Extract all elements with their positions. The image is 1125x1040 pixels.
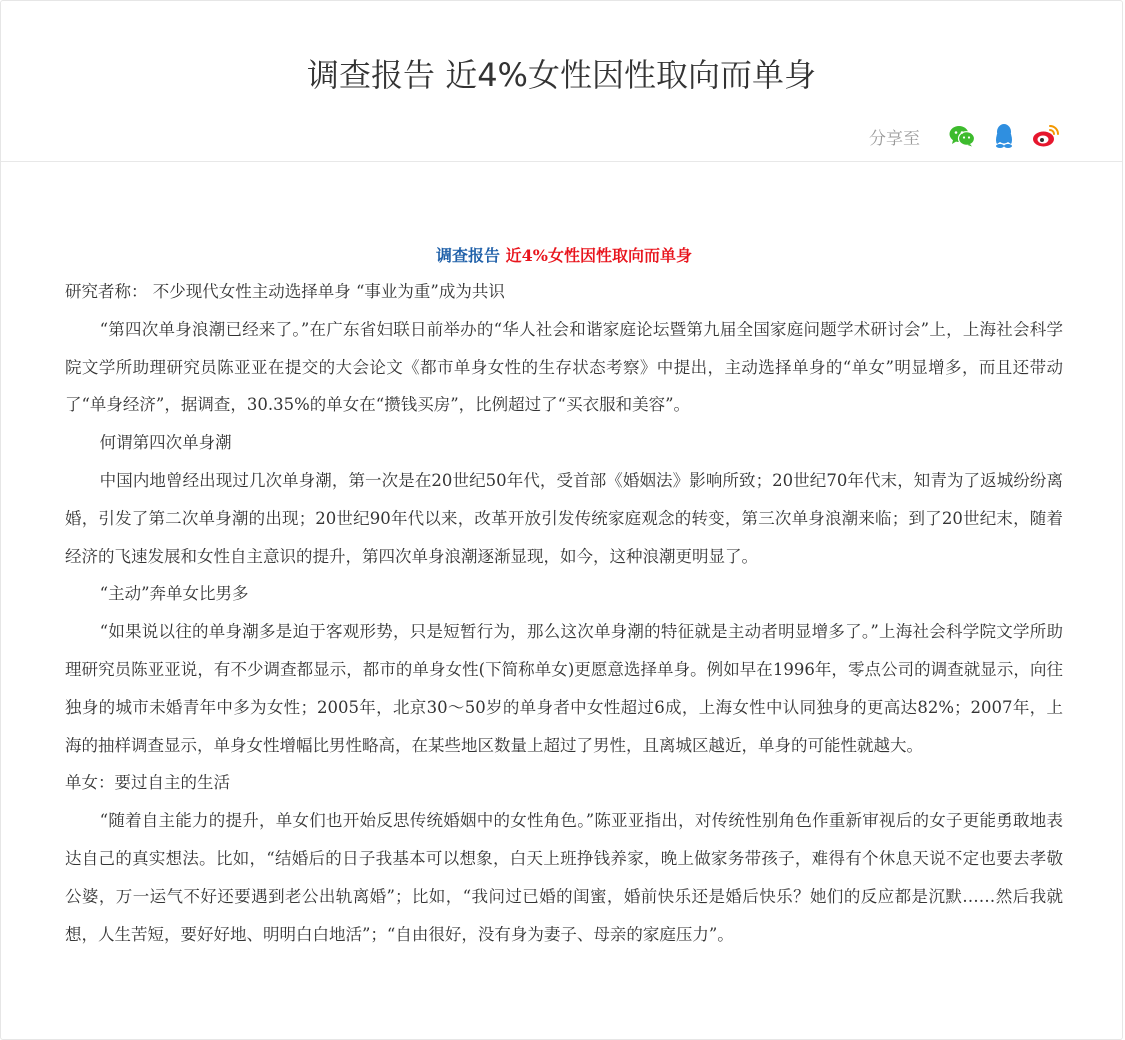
article-heading (65, 239, 1063, 273)
article-paragraph: 何谓第四次单身潮 (99, 433, 232, 453)
article-heading-red: 近4%女性因性取向而单身 (505, 246, 692, 265)
article-paragraph: 单女：要过自主的生活 (65, 773, 230, 793)
weibo-icon[interactable] (1032, 122, 1060, 150)
article-paragraph: “如果说以往的单身潮多是迫于客观形势，只是短暂行为，那么这次单身潮的特征就是主动者明显增多了。”上海社会科学院文学所助理研究员陈亚亚说，有不少调查都显示，都市的单身女性(下简称单女)更愿意选择单身。例如早在1996年，零点公司的调查就显示，向往独身的城市未婚青年中多为女性；2005年，北京30～50岁的单身者中女性超过6成，上海女性中认同独身的更高达82%；2007年，上海的抽样调查显示，单身女性增幅比男性略高，在某些地区数量上超过了男性，且离城区越近，单身的可能性就越大。 (65, 622, 1063, 755)
article-paragraph: 研究者称： 不少现代女性主动选择单身 “事业为重”成为共识 (65, 282, 505, 301)
paragraph-list (65, 273, 1063, 953)
article-paragraph: “随着自主能力的提升，单女们也开始反思传统婚姻中的女性角色。”陈亚亚指出，对传统性别角色作重新审视后的女子更能勇敢地表达自己的真实想法。比如，“结婚后的日子我基本可以想象，白天上班挣钱养家，晚上做家务带孩子，难得有个休息天说不定也要去孝敬公婆，万一运气不好还要遇到老公出轨离婚”；比如，“我问过已婚的闺蜜，婚前快乐还是婚后快乐？她们的反应都是沉默……然后我就想，人生苦短，要好好地、明明白白地活”；“自由很好，没有身为妻子、母亲的家庭压力”。 (65, 811, 1063, 944)
share-label: 分享至 (869, 128, 920, 149)
page-header (1, 1, 1122, 162)
article-paragraph: “第四次单身浪潮已经来了。”在广东省妇联日前举办的“华人社会和谐家庭论坛暨第九届全国家庭问题学术研讨会”上，上海社会科学院文学所助理研究员陈亚亚在提交的大会论文《都市单身女性的生存状态考察》中提出，主动选择单身的“单女”明显增多，而且还带动了“单身经济”，据调查，30.35%的单女在“攒钱买房”，比例超过了“买衣服和美容”。 (65, 319, 1063, 415)
article-paragraph: 中国内地曾经出现过几次单身潮，第一次是在20世纪50年代，受首部《婚姻法》影响所致；20世纪70年代末，知青为了返城纷纷离婚，引发了第二次单身潮的出现；20世纪90年代以来，改革开放引发传统家庭观念的转变，第三次单身浪潮来临；到了20世纪末，随着经济的飞速发展和女性自主意识的提升，第四次单身浪潮逐渐显现，如今，这种浪潮更明显了。 (65, 470, 1063, 566)
wechat-icon[interactable] (948, 122, 976, 150)
article-paragraph: “主动”奔单女比男多 (99, 584, 249, 604)
share-bar (869, 121, 1060, 151)
page-title: 调查报告 近4%女性因性取向而单身 (307, 56, 816, 94)
qq-icon[interactable] (990, 122, 1018, 150)
article-heading-blue: 调查报告 (436, 246, 501, 265)
article-body (65, 239, 1063, 953)
